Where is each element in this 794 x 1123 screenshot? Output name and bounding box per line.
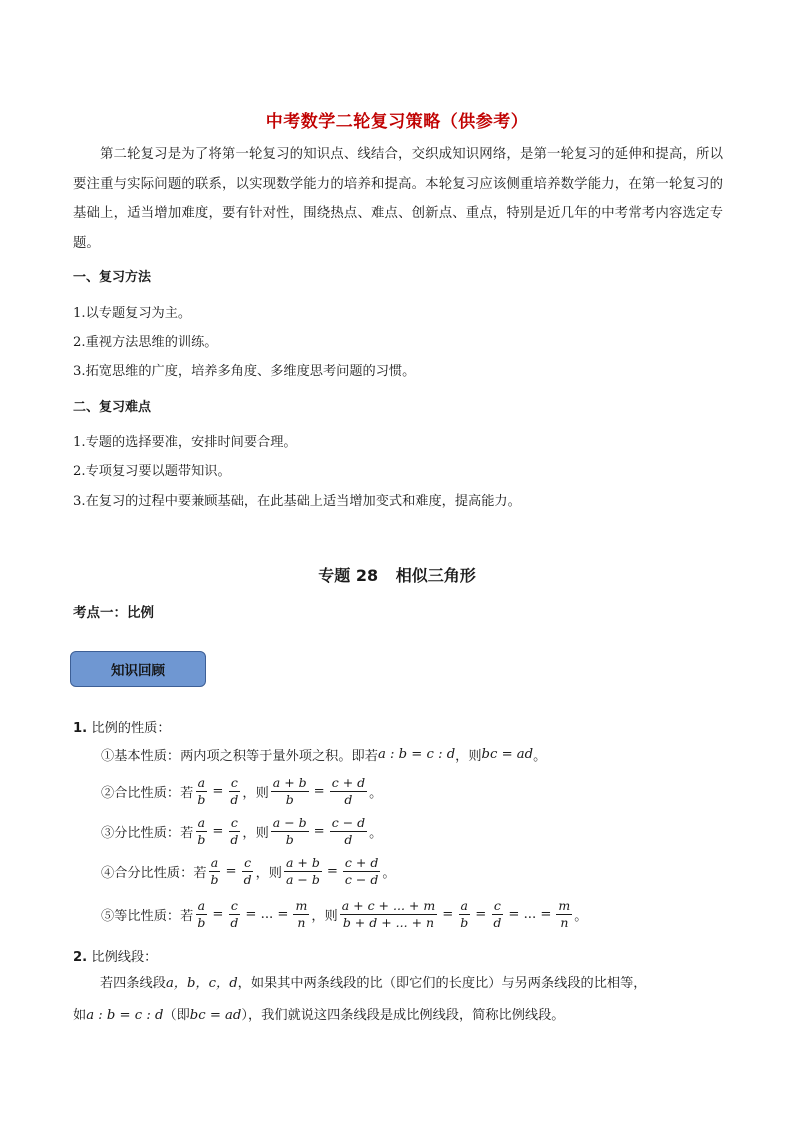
segments-paragraph [73, 968, 723, 1000]
hefenbi-label: ④合分比性质： [101, 866, 194, 881]
fenbi-label: ③分比性质： [101, 826, 181, 841]
denominator: d [344, 832, 353, 847]
denominator: b [197, 832, 206, 847]
list-item: 1.以专题复习为主。 [73, 306, 192, 321]
section-heading-difficulty: 二、复习难点 [73, 400, 152, 415]
fraction [330, 816, 367, 847]
denominator: b [460, 915, 469, 930]
basic-result: bc = ad [481, 747, 534, 762]
fraction [343, 856, 380, 887]
if-text: 若 [180, 786, 194, 801]
fraction [242, 856, 254, 887]
text: （即 [163, 1008, 190, 1023]
numerator: c [493, 898, 501, 913]
denominator: d [243, 872, 252, 887]
list-item: 2.重视方法思维的训练。 [73, 335, 218, 350]
segments-heading [73, 946, 157, 965]
denominator: c − d [344, 872, 379, 887]
text: 若四条线段 [100, 976, 166, 991]
list-item: 1.专题的选择要准，安排时间要合理。 [73, 435, 297, 450]
page-title: 中考数学二轮复习策略（供参考） [265, 112, 529, 132]
denominator: b [285, 832, 294, 847]
variables: a，b，c，d [165, 976, 238, 991]
numerator: a [197, 775, 206, 790]
review-box [70, 651, 206, 687]
hebi-label: ②合比性质： [101, 786, 181, 801]
fraction [271, 776, 309, 807]
denominator: n [297, 915, 306, 930]
fraction [195, 776, 207, 807]
period: 。 [369, 786, 383, 801]
numerator: c [230, 815, 238, 830]
period: 。 [369, 826, 383, 841]
hefenbi-property: ④合分比性质： 若 $\frac{a}{b}$ = $\frac{c}{d}$ ，则 $\frac{a + b}{a - b}$ = $\frac{c + d}{c - d}$ 。 [101, 855, 396, 887]
numerator: a [460, 898, 468, 913]
fraction [340, 899, 438, 930]
basic-property [101, 745, 546, 764]
fraction [209, 856, 221, 887]
then-text: ，则 [311, 909, 338, 924]
denominator: b [197, 915, 206, 930]
numerator: c [230, 775, 238, 790]
period: 。 [574, 909, 588, 924]
numerator: c + d [331, 775, 366, 790]
if-text: 若 [180, 826, 194, 841]
numerator: a [210, 855, 219, 870]
segments-heading-num: 2. [73, 950, 88, 965]
fraction [491, 899, 503, 930]
expression: bc = ad [189, 1008, 242, 1023]
expression: a : b = c : d [86, 1008, 164, 1023]
numerator: a [197, 898, 206, 913]
fenbi-property: ③分比性质： 若 $\frac{a}{b}$ = $\frac{c}{d}$ ，则 $\frac{a - b}{b}$ = $\frac{c - d}{d}$ 。 [101, 815, 383, 847]
list-item: 3.拓宽思维的广度，培养多角度、多维度思考问题的习惯。 [73, 364, 416, 379]
denominator: b + d + ... + n [342, 915, 435, 930]
numerator: c [244, 855, 252, 870]
basic-expr: a : b = c : d [377, 747, 456, 762]
text: 如 [73, 1008, 87, 1023]
text: ，如果其中两条线段的比（即它们的长度比）与另两条线段的比相等， [237, 976, 647, 991]
denominator: n [560, 915, 569, 930]
fraction [458, 899, 470, 930]
props-heading-text: 比例的性质： [91, 721, 171, 736]
denominator: a − b [285, 872, 320, 887]
denominator: b [210, 872, 219, 887]
fraction [284, 856, 322, 887]
denominator: d [230, 792, 239, 807]
numerator: a − b [272, 815, 307, 830]
if-text: 若 [193, 866, 207, 881]
hebi-property: ②合比性质： 若 $\frac{a}{b}$ = $\frac{c}{d}$ ，则 $\frac{a + b}{b}$ = $\frac{c + d}{d}$ 。 [101, 775, 383, 807]
period: 。 [533, 749, 547, 764]
numerator: c [230, 898, 238, 913]
basic-label: ①基本性质：两内项之积等于量外项之积。即若 [101, 749, 378, 764]
fraction [293, 899, 309, 930]
segments-heading-text: 比例线段： [91, 950, 158, 965]
props-heading-num: 1. [73, 721, 88, 736]
numerator: a + b [272, 775, 307, 790]
numerator: c − d [331, 815, 366, 830]
then-text: ，则 [455, 749, 482, 764]
numerator: m [558, 898, 571, 913]
segments-paragraph-2 [73, 1000, 723, 1032]
then-text: ，则 [242, 786, 269, 801]
then-text: ，则 [255, 866, 282, 881]
numerator: a + b [285, 855, 320, 870]
fraction [195, 899, 207, 930]
denominator: b [285, 792, 294, 807]
intro-paragraph: 第二轮复习是为了将第一轮复习的知识点、线结合，交织成知识网络，是第一轮复习的延伸和提高，所以要注重与实际问题的联系，以实现数学能力的培养和提高。本轮复习应该侧重培养数学能力，在第一轮复习的基础上，适当增加难度，要有针对性，围绕热点、难点、创新点、重点，特别是近几年的中考常考内容选定专题。 [73, 147, 723, 251]
fraction [228, 816, 240, 847]
numerator: m [295, 898, 308, 913]
numerator: a [197, 815, 206, 830]
denominator: d [344, 792, 353, 807]
fraction [228, 899, 240, 930]
fraction [330, 776, 367, 807]
list-item: 3.在复习的过程中要兼顾基础，在此基础上适当增加变式和难度，提高能力。 [73, 494, 521, 509]
fraction [228, 776, 240, 807]
fraction [556, 899, 572, 930]
denominator: d [230, 915, 239, 930]
text: ），我们就说这四条线段是成比例线段，简称比例线段。 [241, 1008, 565, 1023]
topic-name: 相似三角形 [395, 566, 476, 585]
dengbi-property: ⑤等比性质： 若 $\frac{a}{b}$ = $\frac{c}{d}$ = ... = $\frac{m}{n}$ ，则 $\frac{a + c + ... + m}{b + d + ... + n}$ = $\frac{a}{b}$ = $\frac{c}{d}$ = ... = $\frac{m}{n}$ 。 [101, 898, 588, 930]
list-item: 2.专项复习要以题带知识。 [73, 464, 231, 479]
denominator: d [230, 832, 239, 847]
if-text: 若 [180, 909, 194, 924]
topic-label: 专题 28 [318, 566, 379, 585]
numerator: c + d [344, 855, 379, 870]
denominator: b [197, 792, 206, 807]
dengbi-label: ⑤等比性质： [101, 909, 181, 924]
review-box-label: 知识回顾 [111, 663, 165, 679]
fraction [271, 816, 309, 847]
period: 。 [382, 866, 396, 881]
props-heading [73, 717, 171, 736]
kaodian-heading: 考点一：比例 [73, 605, 154, 621]
numerator: a + c + ... + m [341, 898, 436, 913]
fraction [195, 816, 207, 847]
section-heading-method: 一、复习方法 [73, 270, 152, 285]
topic-title [0, 563, 794, 586]
denominator: d [493, 915, 502, 930]
then-text: ，则 [242, 826, 269, 841]
